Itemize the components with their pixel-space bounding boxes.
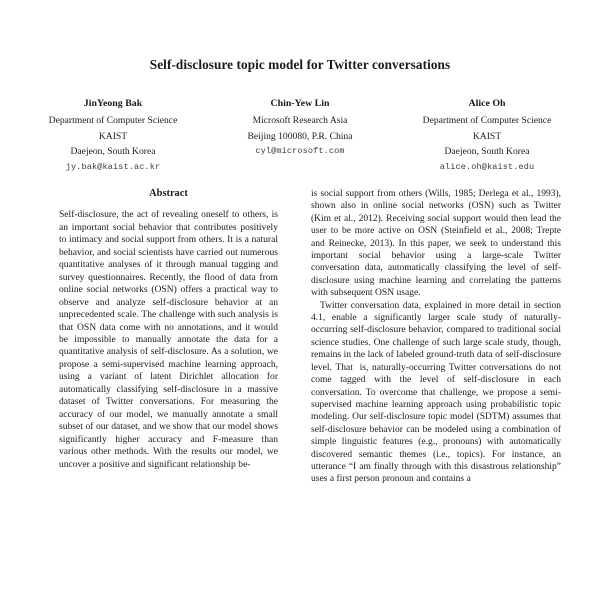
author-affiliation-line-1: Department of Computer Science [422,115,552,127]
author-name: Alice Oh [468,97,506,109]
body-columns [0,188,600,600]
author-affiliation-line-1: Department of Computer Science [48,115,178,127]
right-column [311,188,561,600]
abstract-body: Self-disclosure, the act of revealing oneself to others, is an important social behavior that contributes positively to intimacy and social support from others. It is a natural behavior, and social scientists have carried out numerous quantitative analyses of it through manual tagging and survey questionnaires. Recently, the flood of data from online social networks (OSN) offers a practical way to observe and analyze self-disclosure behavior at an unprecedented scale. The challenge with such analysis is that OSN data come with no annotations, and it would be impossible to manually annotate the data for a quantitative analysis of self-disclosure. As a solution, we propose a semi-supervised machine learning approach, using a variant of latent Dirichlet allocation for automatically classifying self-disclosure in a massive dataset of Twitter conversations. For measuring the accuracy of our model, we manually annotate a small subset of our dataset, and we show that our model shows significantly higher accuracy and F-measure than various other methods. With the results our model, we uncover a positive and significant relationship be- [59,209,278,470]
author-location: Daejeon, South Korea [444,146,530,158]
author-affiliation-line-1: Microsoft Research Asia [252,115,348,127]
author-name: Chin-Yew Lin [270,97,330,109]
author-name: JinYeong Bak [83,97,143,109]
author-entry-1 [14,96,212,175]
author-entry-2 [212,96,388,159]
intro-paragraph-2 [311,300,561,486]
author-entry-3 [388,96,586,175]
intro-paragraph-2-spaced-phrase: That is, [335,362,369,373]
author-email[interactable]: alice.oh@kaist.edu [439,161,535,172]
author-email[interactable]: jy.bak@kaist.ac.kr [65,161,161,172]
author-email[interactable]: cyl@microsoft.com [255,146,345,157]
intro-paragraph-2-part-a: Twitter conversation data, explained in more detail in section 4.1, enable a significantly larger scale study of naturally-occurring self-disclosure behavior, compared to traditional social science studies. One challenge of such large scale study, though, remains in the lack of labeled ground-truth data of self-disclosure level. [311,300,561,373]
abstract-heading: Abstract [149,188,188,199]
author-location: Daejeon, South Korea [70,146,156,158]
author-affiliation-line-2: KAIST [98,130,128,142]
intro-paragraph-2-part-b: naturally-occurring Twitter conversations do not come tagged with the level of self-disclosure in each conversation. To overcome that challenge, we propose a semi-supervised machine learning approach using probabilistic topic modeling. Our self-disclosure topic model (SDTM) assumes that self-disclosure behavior can be modeled using a combination of simple linguistic features (e.g., pronouns) with automatically discovered semantic themes (i.e., topics). For instance, an utterance “I am finally through with this disastrous relationship” uses a first person pronoun and contains a [311,362,561,485]
author-affiliation-line-2: Beijing 100080, P.R. China [247,130,353,142]
author-affiliation-line-2: KAIST [472,130,502,142]
left-column [59,188,278,600]
author-block [0,73,600,175]
page-title: Self-disclosure topic model for Twitter conversations [149,57,451,72]
intro-paragraph-1: is social support from others (Wills, 1985; Derlega et al., 1993), shown also in online social networks (OSN) such as Twitter (Kim et al., 2012). Receiving social support would then lead the user to be more active on OSN (Steinfield et al., 2008; Trepte and Reinecke, 2013). In this paper, we seek to understand this important social behavior using a large-scale Twitter conversation data, automatically classifying the level of self-disclosure using machine learning and correlating the patterns with subsequent OSN usage. [311,189,561,299]
